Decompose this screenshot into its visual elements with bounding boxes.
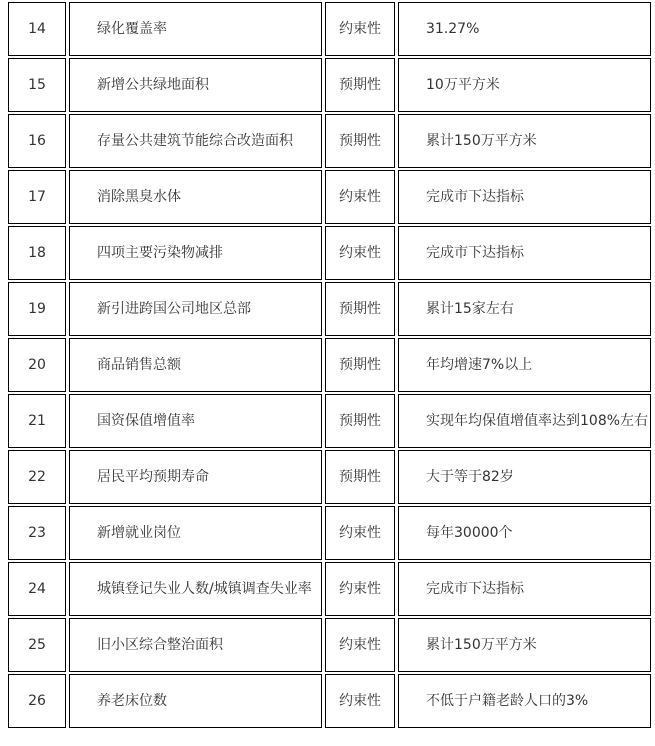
indicator-type: 约束性 <box>325 562 395 616</box>
indicator-type: 预期性 <box>325 394 395 448</box>
indicator-table-container <box>5 0 651 730</box>
indicator-name: 居民平均预期寿命 <box>69 450 322 504</box>
indicator-type: 预期性 <box>325 338 395 392</box>
indicator-type: 预期性 <box>325 58 395 112</box>
row-number: 25 <box>8 618 66 672</box>
row-number: 15 <box>8 58 66 112</box>
row-number: 18 <box>8 226 66 280</box>
indicator-name: 消除黑臭水体 <box>69 170 322 224</box>
indicator-target: 完成市下达指标 <box>398 562 651 616</box>
indicator-name: 四项主要污染物减排 <box>69 226 322 280</box>
table-row <box>8 394 651 448</box>
indicator-type: 约束性 <box>325 674 395 728</box>
indicator-name: 新引进跨国公司地区总部 <box>69 282 322 336</box>
indicator-target: 年均增速7%以上 <box>398 338 651 392</box>
row-number: 23 <box>8 506 66 560</box>
row-number: 24 <box>8 562 66 616</box>
indicator-name: 国资保值增值率 <box>69 394 322 448</box>
indicator-type: 预期性 <box>325 450 395 504</box>
indicator-table-body <box>8 2 651 728</box>
indicator-name: 城镇登记失业人数/城镇调查失业率 <box>69 562 322 616</box>
indicator-target: 每年30000个 <box>398 506 651 560</box>
row-number: 26 <box>8 674 66 728</box>
indicator-type: 预期性 <box>325 282 395 336</box>
row-number: 16 <box>8 114 66 168</box>
table-row <box>8 506 651 560</box>
row-number: 22 <box>8 450 66 504</box>
table-row <box>8 114 651 168</box>
indicator-target: 完成市下达指标 <box>398 226 651 280</box>
indicator-type: 约束性 <box>325 2 395 56</box>
indicator-target: 不低于户籍老龄人口的3% <box>398 674 651 728</box>
indicator-name: 商品销售总额 <box>69 338 322 392</box>
table-row <box>8 170 651 224</box>
indicator-type: 约束性 <box>325 226 395 280</box>
row-number: 17 <box>8 170 66 224</box>
indicator-name: 新增就业岗位 <box>69 506 322 560</box>
row-number: 19 <box>8 282 66 336</box>
table-row <box>8 2 651 56</box>
indicator-type: 预期性 <box>325 114 395 168</box>
row-number: 20 <box>8 338 66 392</box>
row-number: 14 <box>8 2 66 56</box>
indicator-type: 约束性 <box>325 170 395 224</box>
indicator-target: 实现年均保值增值率达到108%左右 <box>398 394 651 448</box>
table-row <box>8 226 651 280</box>
table-row <box>8 282 651 336</box>
indicator-type: 约束性 <box>325 506 395 560</box>
indicator-name: 存量公共建筑节能综合改造面积 <box>69 114 322 168</box>
indicator-target: 累计15家左右 <box>398 282 651 336</box>
indicator-name: 旧小区综合整治面积 <box>69 618 322 672</box>
indicator-type: 约束性 <box>325 618 395 672</box>
indicator-target: 累计150万平方米 <box>398 618 651 672</box>
table-row <box>8 674 651 728</box>
indicator-target: 大于等于82岁 <box>398 450 651 504</box>
indicator-target: 累计150万平方米 <box>398 114 651 168</box>
table-row <box>8 562 651 616</box>
indicator-target: 31.27% <box>398 2 651 56</box>
indicator-table <box>5 0 654 730</box>
indicator-name: 绿化覆盖率 <box>69 2 322 56</box>
indicator-name: 新增公共绿地面积 <box>69 58 322 112</box>
table-row <box>8 618 651 672</box>
table-row <box>8 450 651 504</box>
table-row <box>8 58 651 112</box>
indicator-target: 10万平方米 <box>398 58 651 112</box>
indicator-target: 完成市下达指标 <box>398 170 651 224</box>
table-row <box>8 338 651 392</box>
indicator-name: 养老床位数 <box>69 674 322 728</box>
row-number: 21 <box>8 394 66 448</box>
